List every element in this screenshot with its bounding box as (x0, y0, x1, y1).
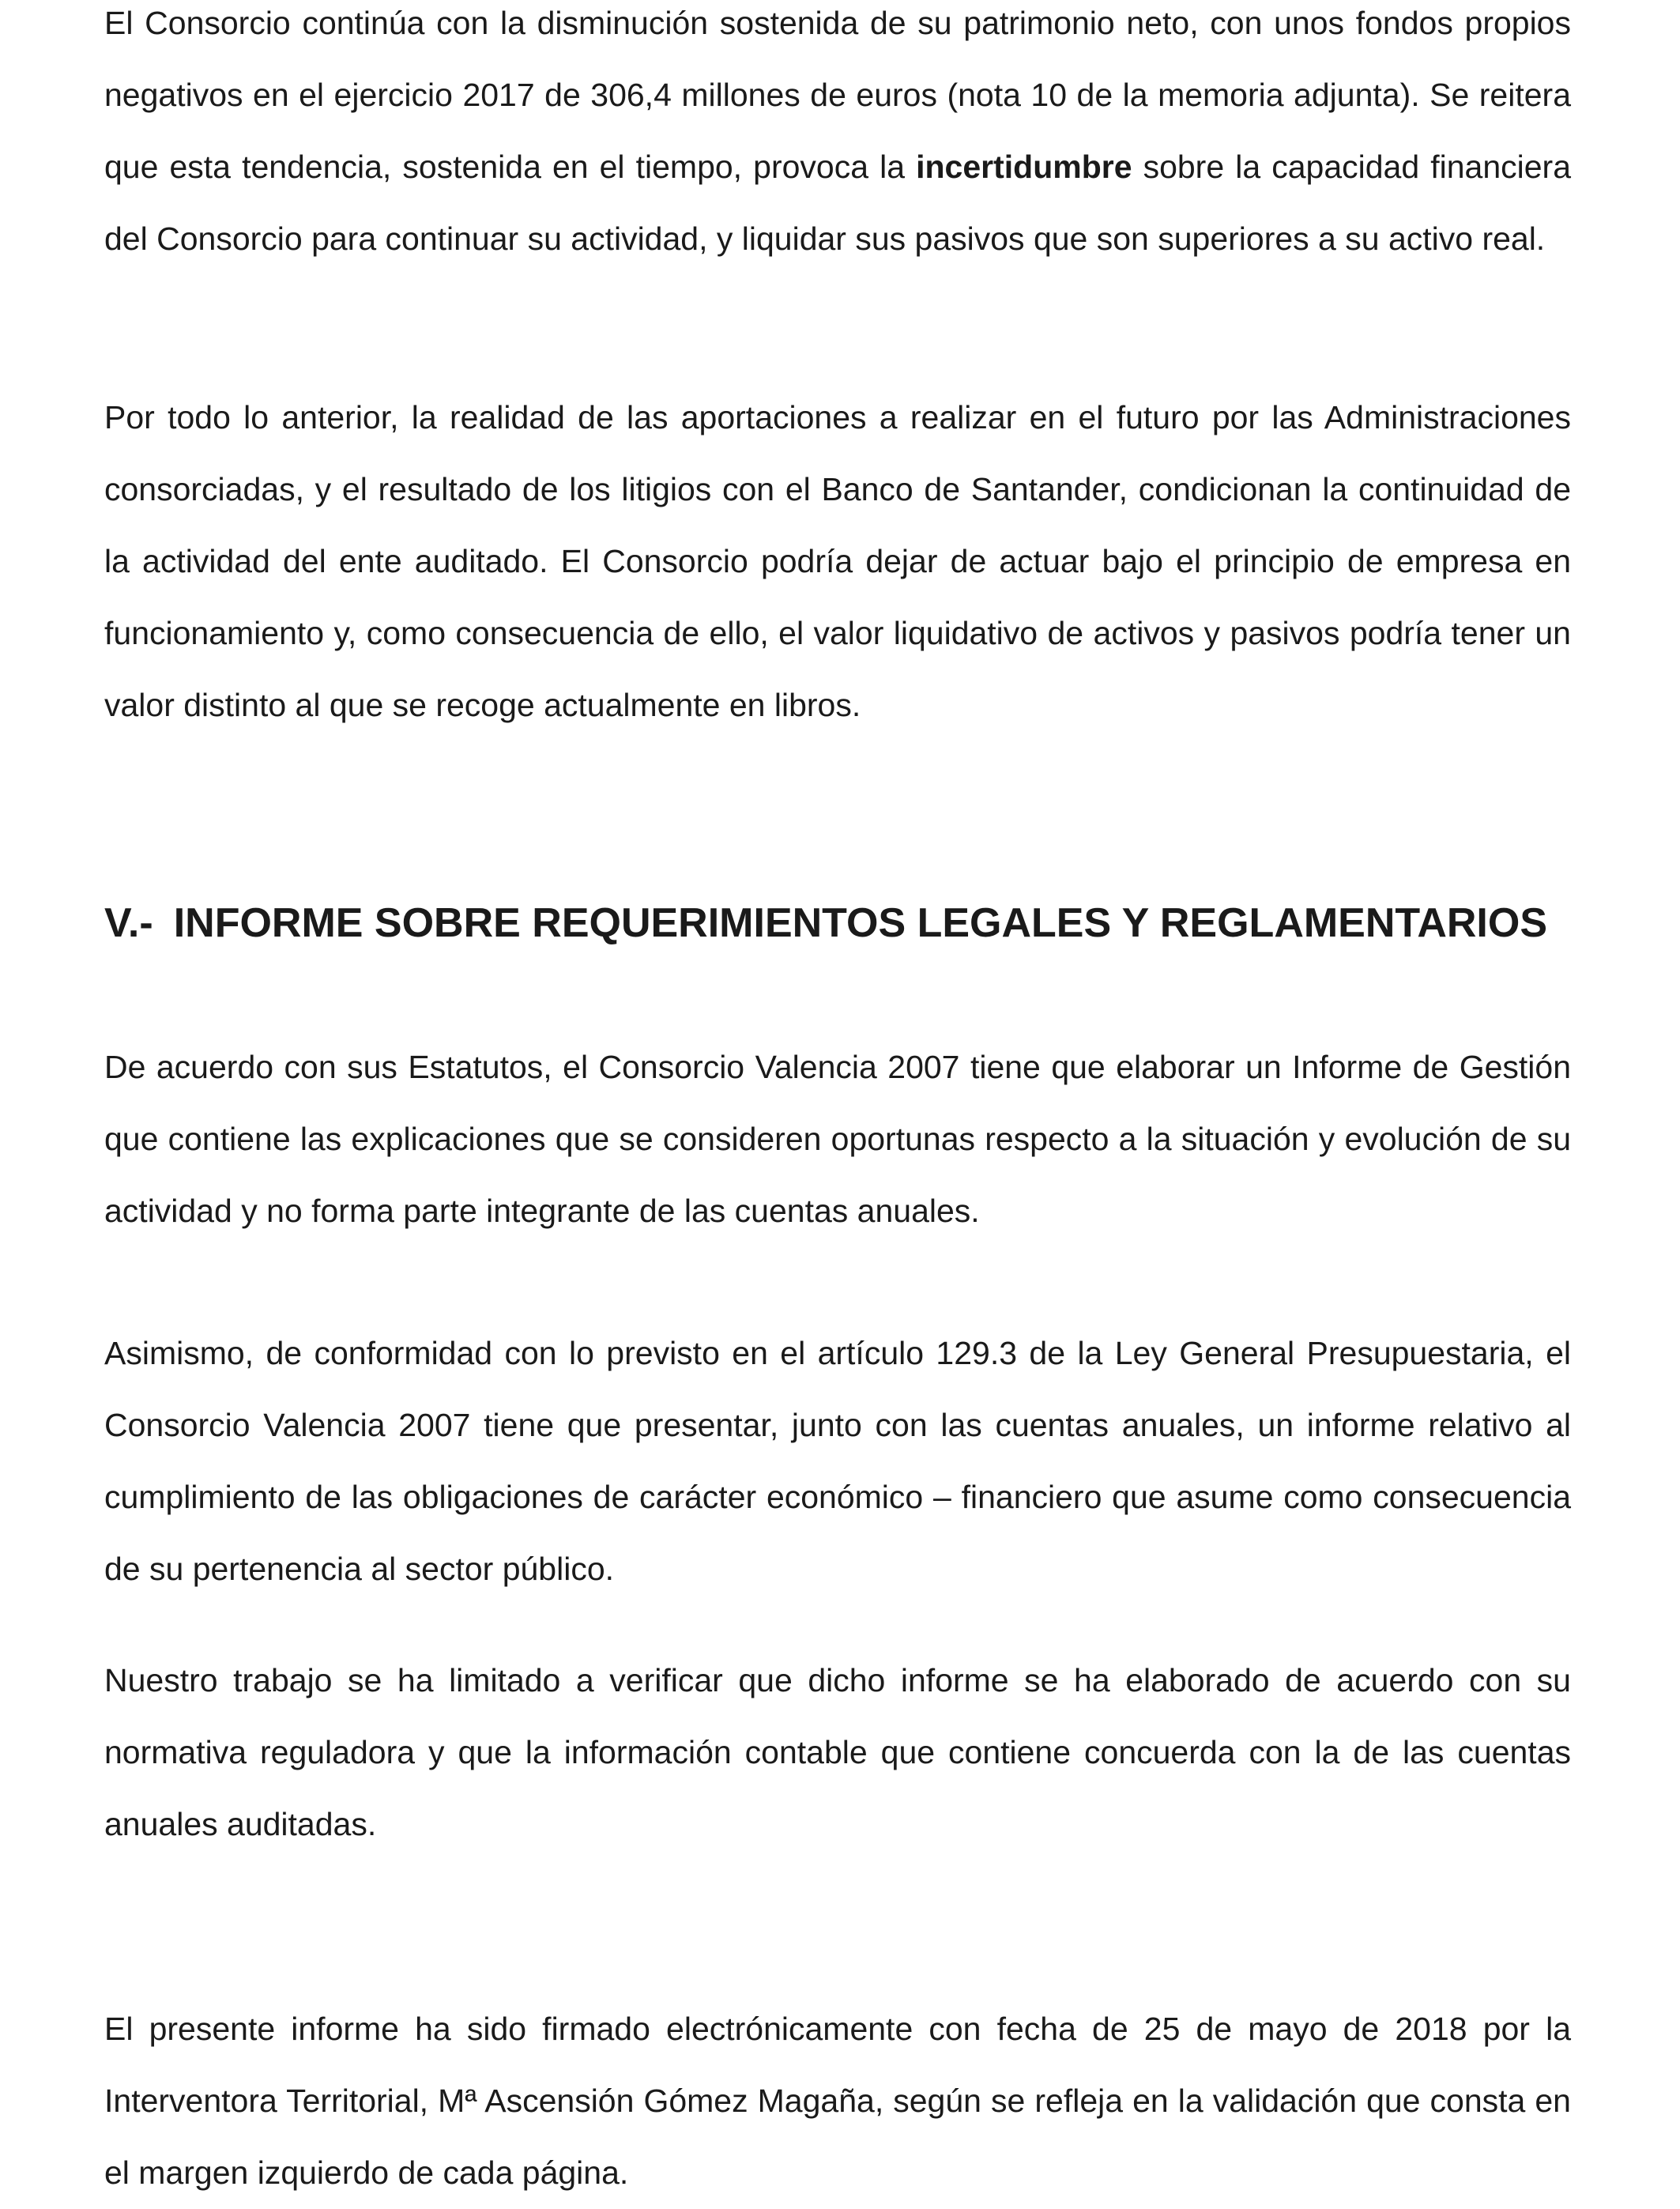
bold-term-incertidumbre: incertidumbre (916, 149, 1132, 185)
section-heading (104, 892, 1547, 955)
paragraph-text: sobre la capacidad financiera del Consorcio para continuar su actividad, y liquidar sus pasivos que son superiores a su activo real. (104, 149, 1571, 257)
paragraph-alcance-trabajo: Nuestro trabajo se ha limitado a verificar que dicho informe se ha elaborado de acuerdo con su normativa reguladora y que la información contable que contiene concuerda con la de las cuentas anuales auditadas. (104, 1662, 1571, 1842)
paragraph-firma-electronica: El presente informe ha sido firmado electrónicamente con fecha de 25 de mayo de 2018 por la Interventora Territorial, Mª Ascensión Gómez Magaña, según se refleja en la validación que consta en el margen izquierdo de cada página. (104, 2011, 1571, 2191)
section-number: V.- (104, 900, 153, 946)
paragraph-patrimonio-neto (104, 0, 1571, 275)
paragraph-ley-general-presupuestaria: Asimismo, de conformidad con lo previsto en el artículo 129.3 de la Ley General Presupuestaria, el Consorcio Valencia 2007 tiene que presentar, junto con las cuentas anuales, un informe relativo al cumplimiento de las obligaciones de carácter económico – financiero que asume como consecuencia de su pertenencia al sector público. (104, 1335, 1571, 1587)
paragraph-text: El Consorcio continúa con la disminución sostenida de su patrimonio neto, con unos fondos propios negativos en el ejercicio 2017 de 306,4 millones de euros (nota 10 de la memoria adjunta). Se reitera que esta tendencia, sostenida en el tiempo, provoca la (104, 5, 1571, 185)
paragraph-continuidad-actividad: Por todo lo anterior, la realidad de las aportaciones a realizar en el futuro por las Administraciones consorciadas, y el resultado de los litigios con el Banco de Santander, condicionan la continuidad de la actividad del ente auditado. El Consorcio podría dejar de actuar bajo el principio de empresa en funcionamiento y, como consecuencia de ello, el valor liquidativo de activos y pasivos podría tener un valor distinto al que se recoge actualmente en libros. (104, 399, 1571, 723)
paragraph-informe-gestion: De acuerdo con sus Estatutos, el Consorcio Valencia 2007 tiene que elaborar un Informe de Gestión que contiene las explicaciones que se consideren oportunas respecto a la situación y evolución de su actividad y no forma parte integrante de las cuentas anuales. (104, 1049, 1571, 1229)
section-title: INFORME SOBRE REQUERIMIENTOS LEGALES Y REGLAMENTARIOS (173, 900, 1548, 946)
